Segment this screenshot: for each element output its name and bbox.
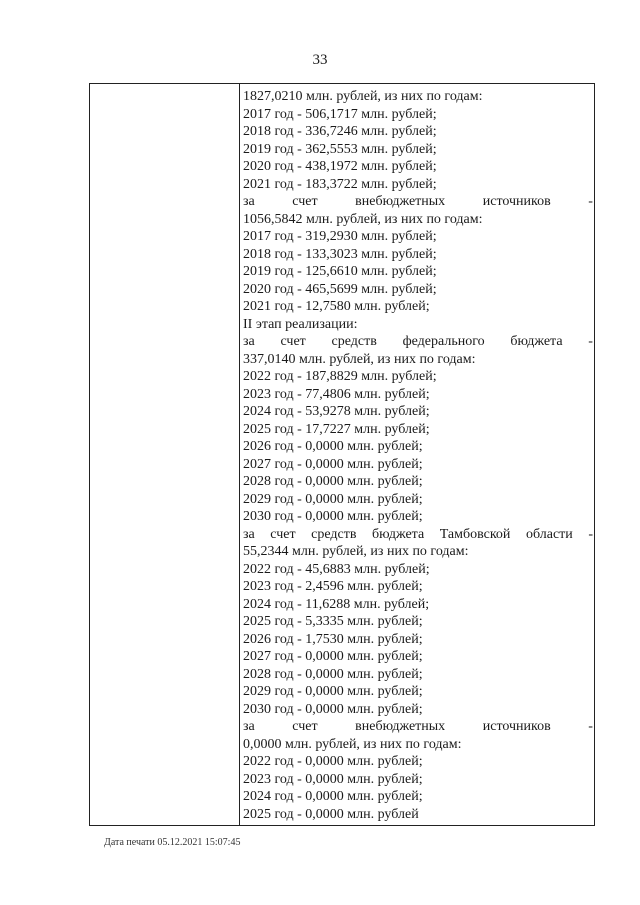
text-line: 2025 год - 17,7227 млн. рублей; (243, 421, 430, 437)
text-word: счет (270, 526, 296, 542)
text-line: 2022 год - 45,6883 млн. рублей; (243, 561, 430, 577)
text-line: 2029 год - 0,0000 млн. рублей; (243, 684, 423, 699)
text-word: счет (292, 719, 318, 734)
text-line: 2023 год - 2,4596 млн. рублей; (243, 579, 423, 594)
text-line: 2024 год - 53,9278 млн. рублей; (243, 404, 430, 419)
text-line: 2018 год - 336,7246 млн. рублей; (243, 124, 437, 139)
text-word: средств (311, 526, 357, 542)
print-date-footer: Дата печати 05.12.2021 15:07:45 (104, 837, 241, 848)
text-word: бюджета (510, 334, 563, 349)
text-word: источников (482, 719, 551, 734)
text-word: средств (331, 334, 377, 349)
text-word: бюджета (371, 526, 425, 542)
text-word: за (243, 719, 255, 734)
text-line: 337,0140 млн. рублей, из них по годам: (243, 351, 476, 367)
text-line: 2022 год - 0,0000 млн. рублей; (243, 754, 423, 769)
text-line: 2029 год - 0,0000 млн. рублей; (243, 491, 423, 507)
text-line: 1056,5842 млн. рублей, из них по годам: (243, 211, 483, 227)
text-word: счет (280, 334, 306, 349)
text-line: 2028 год - 0,0000 млн. рублей; (243, 666, 423, 682)
text-line (243, 193, 593, 211)
text-word: за (243, 334, 255, 349)
text-line: 2019 год - 125,6610 млн. рублей; (243, 264, 437, 279)
text-line: 2021 год - 12,7580 млн. рублей; (243, 299, 430, 314)
text-word: области (525, 526, 573, 542)
page-number: 33 (312, 52, 328, 68)
text-line: 2017 год - 319,2930 млн. рублей; (243, 229, 437, 244)
text-line: 2026 год - 0,0000 млн. рублей; (243, 439, 423, 454)
text-word: за (243, 526, 255, 542)
text-line: 2023 год - 0,0000 млн. рублей; (243, 771, 423, 787)
text-line: 2025 год - 0,0000 млн. рублей (243, 806, 419, 822)
text-line: 2025 год - 5,3335 млн. рублей; (243, 614, 423, 629)
table-left-column (90, 84, 240, 825)
text-word: федерального (402, 334, 485, 349)
text-line (243, 333, 593, 351)
text-word: - (588, 334, 593, 349)
text-line (243, 718, 593, 736)
text-word: - (588, 194, 593, 209)
text-line: 2024 год - 11,6288 млн. рублей; (243, 596, 430, 612)
document-table (89, 83, 595, 826)
text-line: 55,2344 млн. рублей, из них по годам: (243, 544, 469, 559)
text-line: 2021 год - 183,3722 млн. рублей; (243, 176, 437, 192)
text-line: 2020 год - 465,5699 млн. рублей; (243, 281, 437, 297)
text-line: 2018 год - 133,3023 млн. рублей; (243, 246, 437, 262)
text-line: 2027 год - 0,0000 млн. рублей; (243, 649, 423, 664)
text-word: за (243, 194, 255, 209)
text-line: 2028 год - 0,0000 млн. рублей; (243, 474, 423, 489)
text-line (243, 526, 593, 544)
text-line: 2020 год - 438,1972 млн. рублей; (243, 159, 437, 174)
text-line: 2026 год - 1,7530 млн. рублей; (243, 631, 423, 647)
text-word: - (588, 526, 593, 542)
text-line: 2030 год - 0,0000 млн. рублей; (243, 701, 423, 717)
text-line: 2017 год - 506,1717 млн. рублей; (243, 106, 437, 122)
text-word: счет (292, 194, 318, 209)
text-word: внебюджетных (355, 194, 446, 209)
text-line: 2019 год - 362,5553 млн. рублей; (243, 141, 437, 157)
text-line: 2023 год - 77,4806 млн. рублей; (243, 386, 430, 402)
text-line: 1827,0210 млн. рублей, из них по годам: (243, 89, 483, 104)
text-line: II этап реализации: (243, 316, 358, 332)
text-line: 2024 год - 0,0000 млн. рублей; (243, 789, 423, 804)
table-right-column (243, 88, 593, 823)
text-line: 2030 год - 0,0000 млн. рублей; (243, 509, 423, 524)
text-word: Тамбовской (439, 526, 511, 542)
text-word: - (588, 719, 593, 734)
text-word: источников (482, 194, 551, 209)
text-line: 2027 год - 0,0000 млн. рублей; (243, 456, 423, 472)
text-line: 2022 год - 187,8829 млн. рублей; (243, 369, 437, 384)
text-word: внебюджетных (355, 719, 446, 734)
text-line: 0,0000 млн. рублей, из них по годам: (243, 736, 462, 752)
